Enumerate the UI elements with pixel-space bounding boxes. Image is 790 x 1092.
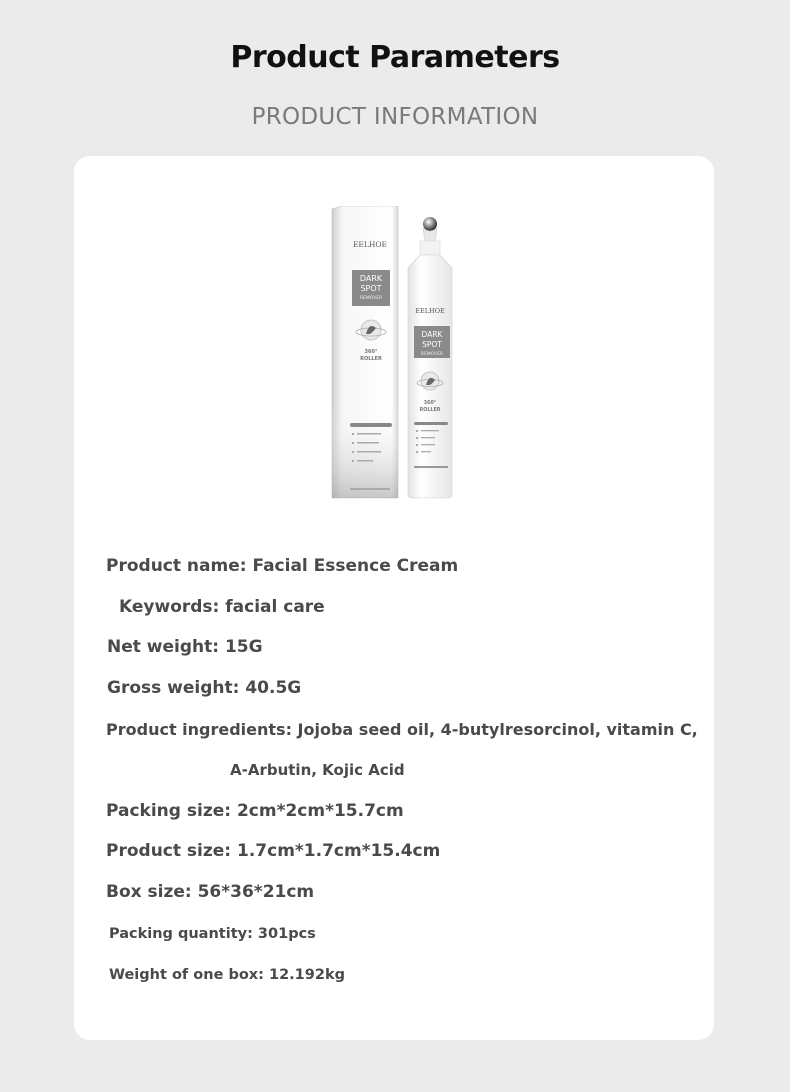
page-title: Product Parameters xyxy=(230,40,560,75)
product-box xyxy=(332,206,398,498)
param-ingredients-line-2: Α-Arbutin, Kojic Acid xyxy=(230,761,405,779)
product-image xyxy=(330,206,460,506)
box-roller-text-2: ROLLER xyxy=(360,356,382,362)
param-product-name: Product name: Facial Essence Cream xyxy=(106,556,459,576)
param-net-weight: Net weight: 15G xyxy=(107,637,263,657)
param-packing-size: Packing size: 2cm*2cm*15.7cm xyxy=(106,801,404,821)
tube-panel-text-1: DARK xyxy=(421,330,443,339)
product-info-card xyxy=(74,156,714,1040)
box-panel-text-2: SPOT xyxy=(360,284,382,293)
box-panel-text-1: DARK xyxy=(359,274,383,283)
param-box-size: Box size: 56*36*21cm xyxy=(106,882,315,902)
tube-panel-text-2: SPOT xyxy=(422,340,442,349)
param-gross-weight: Gross weight: 40.5G xyxy=(107,678,302,698)
param-keywords: Keywords: facial care xyxy=(119,597,325,617)
product-tube xyxy=(408,217,452,498)
param-weight-one-box: Weight of one box: 12.192kg xyxy=(109,967,345,983)
roller-ball xyxy=(423,217,437,231)
param-ingredients-line-1: Product ingredients: Jojoba seed oil, 4-butylresorcinol, vitamin C, xyxy=(106,720,698,739)
page-subtitle: PRODUCT INFORMATION xyxy=(251,104,539,130)
tube-panel-text-3: REMOVER xyxy=(420,352,444,357)
tube-brand-label: EELHOE xyxy=(415,307,445,315)
param-packing-quantity: Packing quantity: 301pcs xyxy=(109,926,316,942)
box-brand-label: EELHOE xyxy=(352,240,388,249)
box-roller-text-1: 360° xyxy=(364,349,378,355)
tube-roller-text-1: 360° xyxy=(423,401,437,406)
tube-roller-text-2: ROLLER xyxy=(419,408,441,413)
param-product-size: Product size: 1.7cm*1.7cm*15.4cm xyxy=(106,841,441,861)
box-panel-text-3: REMOVER xyxy=(359,296,383,301)
